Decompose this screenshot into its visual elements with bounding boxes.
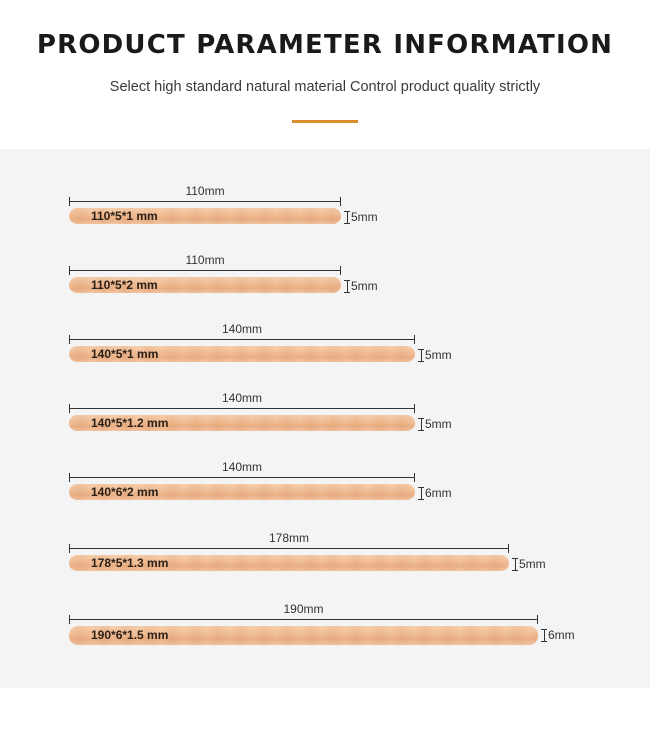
length-dimension-line [69, 619, 538, 620]
length-label: 110mm [185, 253, 225, 267]
length-dimension-line [69, 201, 341, 202]
stick-spec-label: 190*6*1.5 mm [91, 628, 169, 642]
stick-row-110-5-1 [0, 184, 650, 234]
parameter-panel [0, 149, 650, 688]
wooden-stick [69, 208, 341, 224]
stick-row-110-5-2 [0, 253, 650, 303]
accent-divider [292, 120, 358, 123]
stick-row-178-5-1.3 [0, 531, 650, 581]
stick-spec-label: 110*5*1 mm [91, 209, 158, 223]
length-dimension-line [69, 270, 341, 271]
wooden-stick [69, 484, 415, 500]
length-label: 178mm [268, 531, 310, 545]
page-title: PRODUCT PARAMETER INFORMATION [36, 30, 614, 60]
width-label: 5mm [425, 417, 452, 431]
wooden-stick [69, 626, 538, 645]
wooden-stick [69, 555, 509, 571]
stick-spec-label: 140*5*1.2 mm [91, 416, 169, 430]
width-label: 5mm [351, 210, 378, 224]
width-label: 5mm [519, 557, 546, 571]
width-label: 6mm [548, 628, 575, 642]
stick-row-140-5-1 [0, 322, 650, 372]
length-dimension-line [69, 548, 509, 549]
wooden-stick [69, 346, 415, 362]
stick-spec-label: 110*5*2 mm [91, 278, 158, 292]
length-dimension-line [69, 408, 415, 409]
wooden-stick [69, 415, 415, 431]
width-label: 5mm [351, 279, 378, 293]
width-label: 6mm [425, 486, 452, 500]
length-label: 140mm [221, 460, 263, 474]
width-label: 5mm [425, 348, 452, 362]
wooden-stick [69, 277, 341, 293]
length-label: 140mm [221, 391, 263, 405]
width-dimension-bracket [541, 629, 547, 645]
length-dimension-line [69, 339, 415, 340]
stick-spec-label: 140*5*1 mm [91, 347, 159, 361]
stick-spec-label: 178*5*1.3 mm [91, 556, 169, 570]
stick-row-140-5-1.2 [0, 391, 650, 441]
width-dimension-bracket [418, 349, 424, 362]
width-dimension-bracket [344, 211, 350, 224]
width-dimension-bracket [418, 487, 424, 500]
width-dimension-bracket [512, 558, 518, 571]
stick-row-140-6-2 [0, 460, 650, 510]
width-dimension-bracket [418, 418, 424, 431]
length-label: 140mm [221, 322, 263, 336]
page-subtitle: Select high standard natural material Control product quality strictly [109, 79, 541, 95]
length-label: 190mm [283, 602, 324, 616]
stick-row-190-6-1.5 [0, 602, 650, 652]
width-dimension-bracket [344, 280, 350, 293]
stick-spec-label: 140*6*2 mm [91, 485, 159, 499]
length-dimension-line [69, 477, 415, 478]
length-label: 110mm [185, 184, 225, 198]
